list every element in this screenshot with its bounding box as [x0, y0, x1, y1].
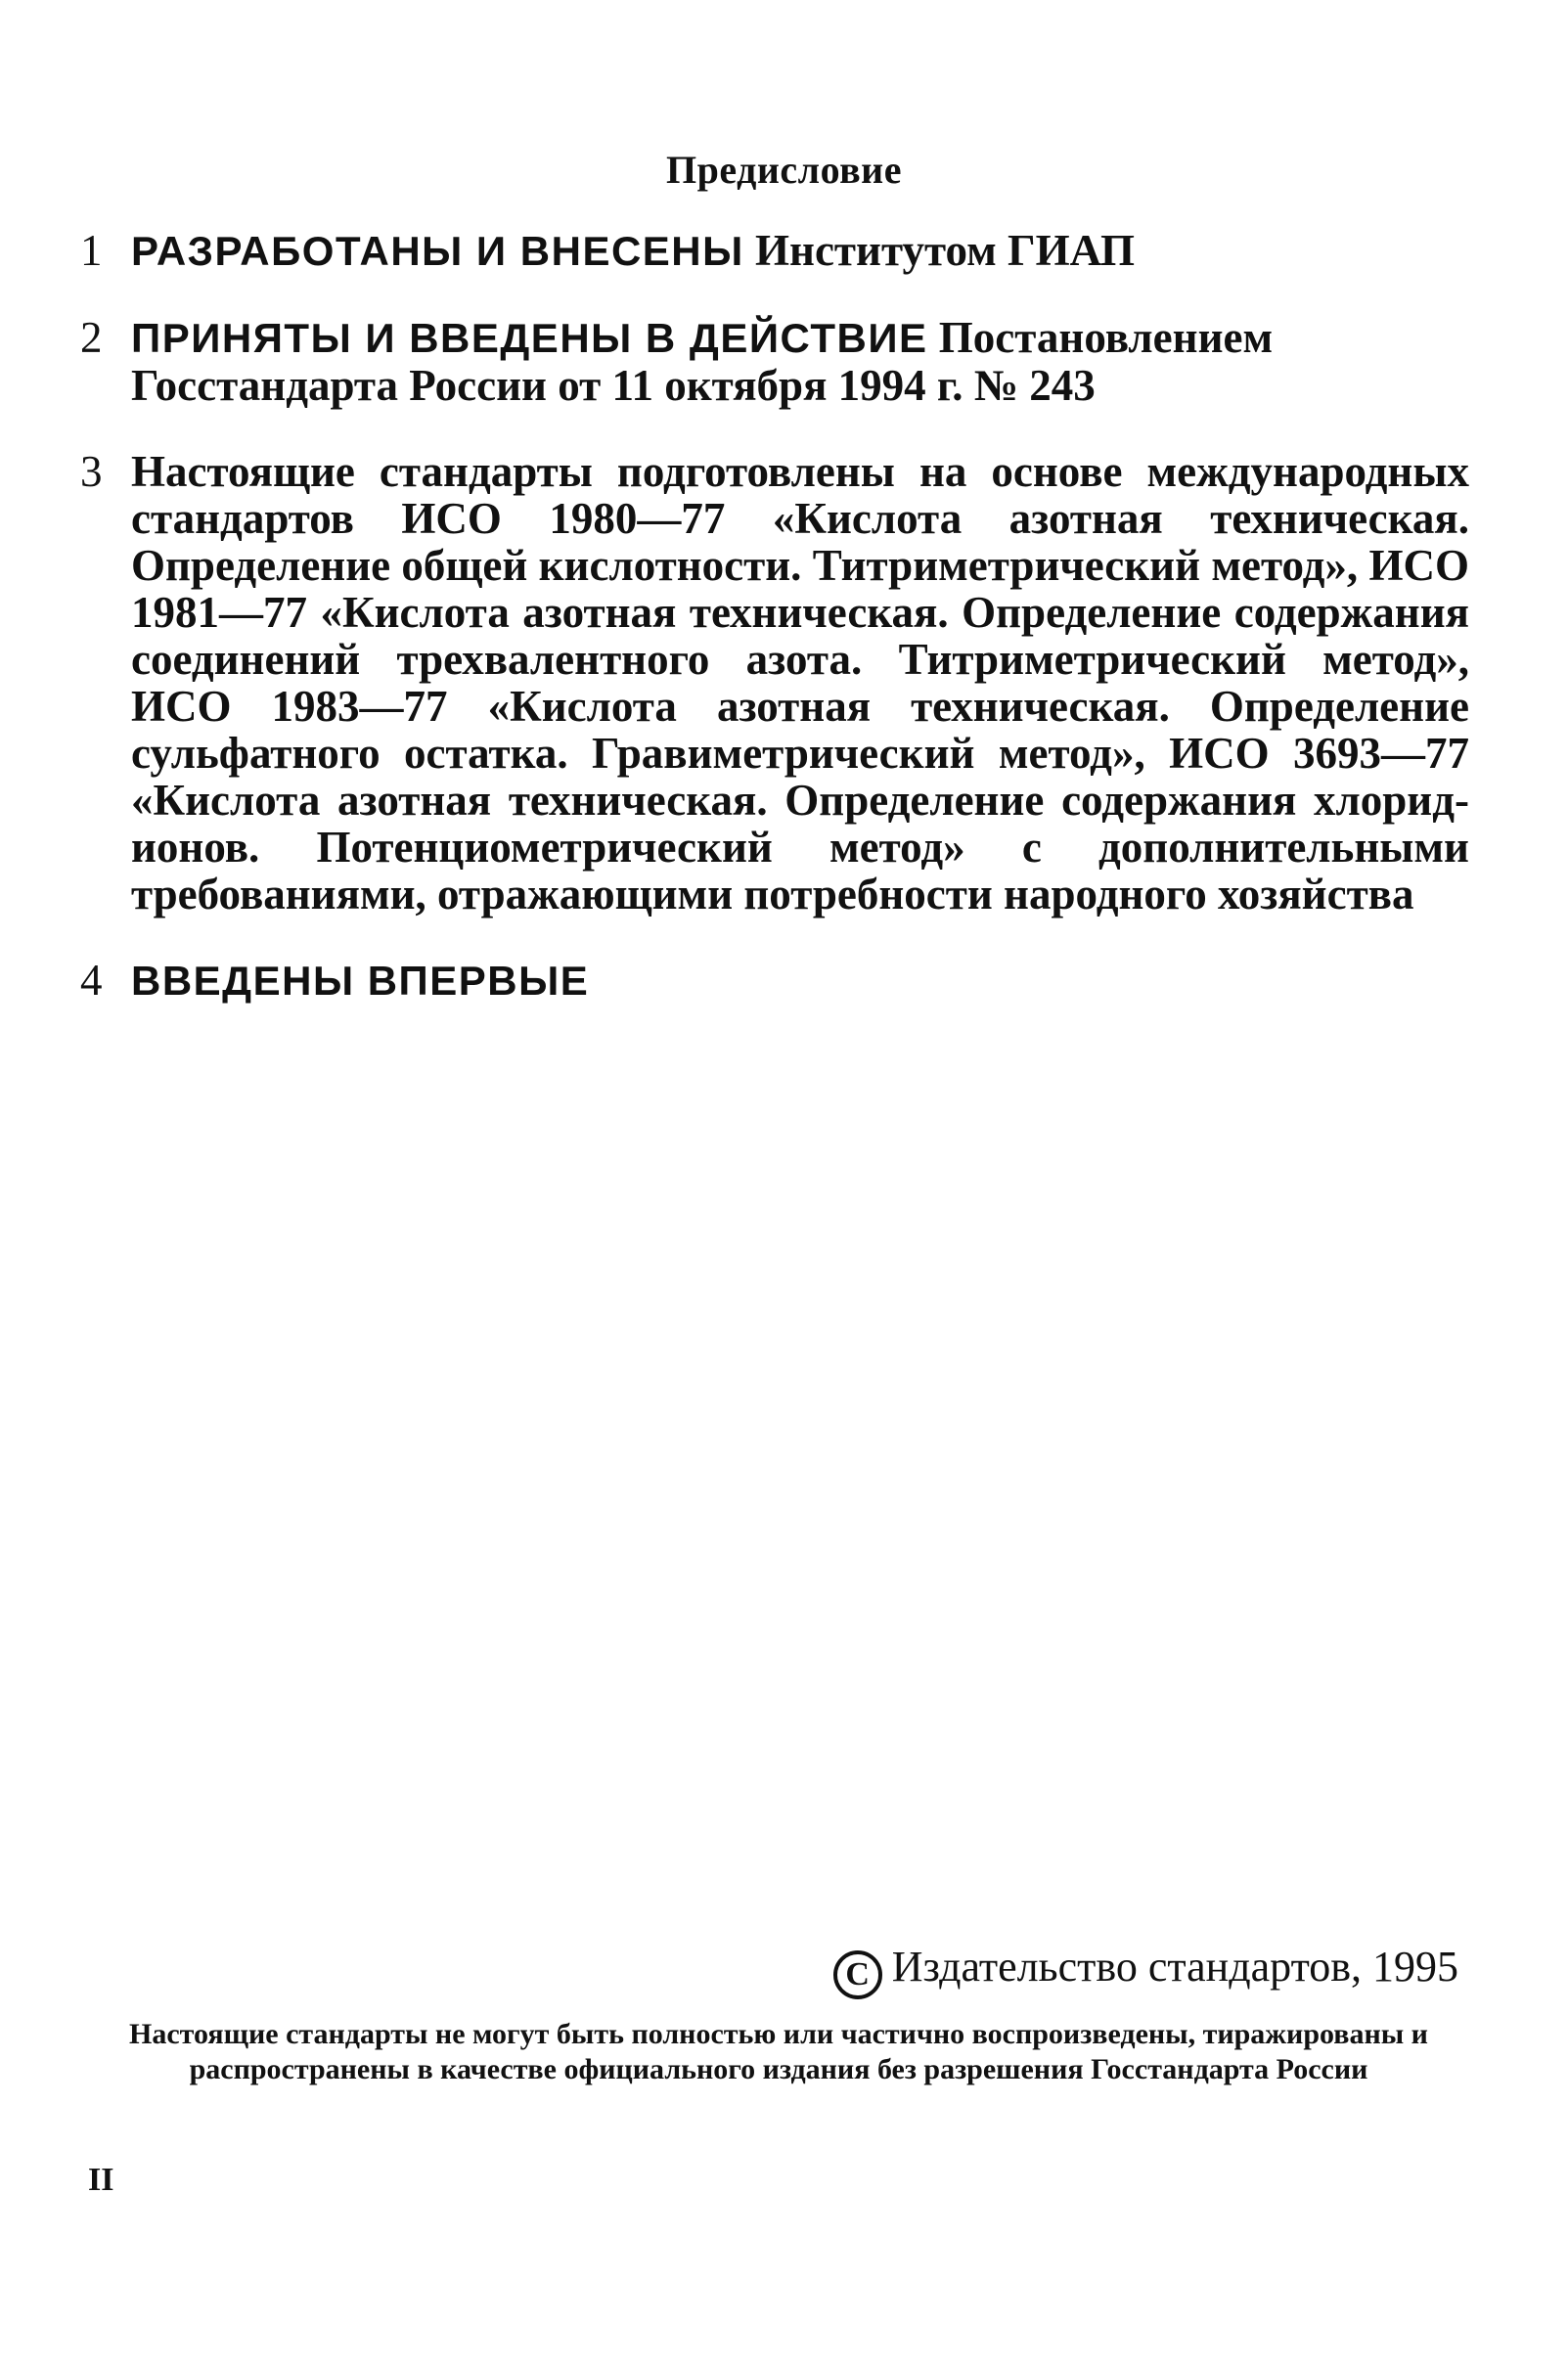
- copyright-line: [833, 1942, 1458, 1999]
- page-number: II: [88, 2162, 114, 2198]
- preface-item-1: [80, 227, 1469, 275]
- item-text: Настоящие стандарты подготовлены на основе международных стандартов ИСО 1980—77 «Кислота азотная техническая. Определение общей кислотности. Титриметрический метод», ИСО 1981—77 «Кислота азотная техническая. Определение содержания соединений трехвалентного азота. Титриметрический метод», ИСО 1983—77 «Кислота азотная техническая. Определение сульфатного остатка. Гравиметрический метод», ИСО 3693—77 «Кислота азотная техническая. Определение содержания хлорид-ионов. Потенциометрический метод» с дополнительными требованиями, отражающими потребности народного хозяйства: [131, 447, 1469, 918]
- item-heading: ВВЕДЕНЫ ВПЕРВЫЕ: [131, 958, 590, 1004]
- preface-item-3: [80, 448, 1469, 918]
- preface-item-4: [80, 957, 1469, 1005]
- copyright-icon: C: [833, 1950, 882, 1999]
- item-number: 4: [80, 956, 103, 1005]
- item-number: 2: [80, 313, 103, 362]
- page-title: Предисловие: [666, 148, 902, 192]
- reproduction-notice: Настоящие стандарты не могут быть полностью или частично воспроизведены, тиражированы и распространены в качестве официального издания без разрешения Госстандарта России: [129, 2018, 1428, 2085]
- copyright-text: Издательство стандартов, 1995: [891, 1943, 1458, 1991]
- item-heading: РАЗРАБОТАНЫ И ВНЕСЕНЫ: [131, 228, 744, 274]
- item-text: Постановлением Госстандарта России от 11 октября 1994 г. № 243: [131, 313, 1274, 410]
- item-number: 1: [80, 226, 103, 275]
- preface-item-2: [80, 314, 1469, 409]
- item-number: 3: [80, 447, 103, 496]
- item-heading: ПРИНЯТЫ И ВВЕДЕНЫ В ДЕЙСТВИЕ: [131, 315, 928, 361]
- item-text: Институтом ГИАП: [743, 226, 1136, 275]
- preface-items: [80, 227, 1469, 1044]
